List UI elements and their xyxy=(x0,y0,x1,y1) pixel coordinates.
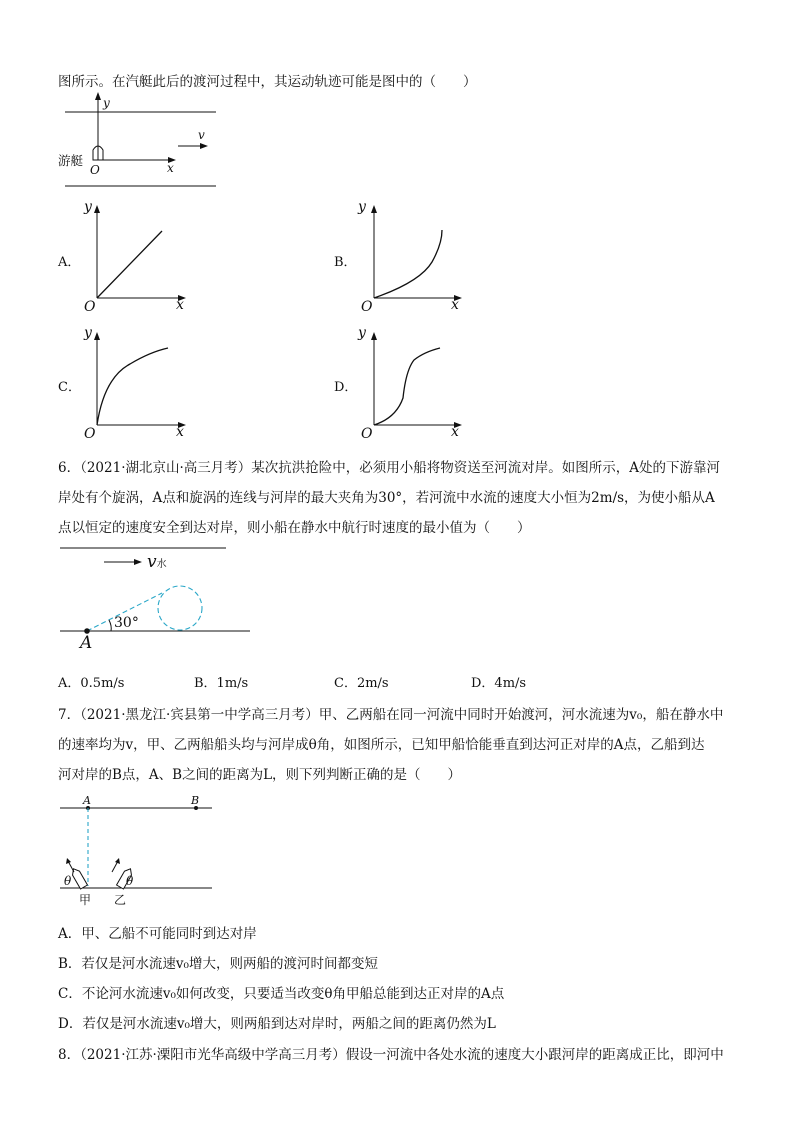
boat-origin-label: O xyxy=(90,163,100,177)
graph-d-y-label: y xyxy=(358,325,366,341)
graph-option-c-label: C． xyxy=(58,380,81,395)
boat-axis-x-label: x xyxy=(167,161,174,175)
graph-b-origin-label: O xyxy=(361,299,373,315)
q6-text-line1: 6．（2021·湖北京山·高三月考）某次抗洪抢险中，必须用小船将物资送至河流对岸。如图所示，A处的下游靠河 xyxy=(58,460,721,476)
q7-boat-jia-label: 甲 xyxy=(79,893,92,907)
q6-option-a[interactable]: A．0.5m/s xyxy=(58,676,125,691)
q7-text-line3: 河对岸的B点，A、B之间的距离为L，则下列判断正确的是（ ） xyxy=(58,767,462,783)
graph-a-y-label: y xyxy=(84,199,92,215)
q6-velocity-subscript: 水 xyxy=(156,559,167,570)
graph-c-x-label: x xyxy=(176,424,184,440)
q7-option-b[interactable]: B．若仅是河水流速v₀增大，则两船的渡河时间都变短 xyxy=(58,956,378,972)
boat-axis-y-label: y xyxy=(103,96,110,110)
q7-option-a[interactable]: A．甲、乙船不可能同时到达对岸 xyxy=(58,926,257,942)
graph-option-b-label: B． xyxy=(334,255,357,270)
q7-point-b-label: B xyxy=(191,794,200,807)
q6-option-b[interactable]: B．1m/s xyxy=(194,676,249,691)
q6-velocity-symbol: v xyxy=(147,552,157,572)
q7-option-d[interactable]: D．若仅是河水流速v₀增大，则两船到达对岸时，两船之间的距离仍然为L xyxy=(58,1016,496,1032)
q8-text-line1: 8．（2021·江苏·溧阳市光华高级中学高三月考）假设一河流中各处水流的速度大小跟河岸的距离成正比，即河中 xyxy=(58,1047,724,1063)
velocity-label: v xyxy=(198,128,205,142)
q7-theta-right-label: θ xyxy=(126,874,134,888)
graph-a-origin-label: O xyxy=(84,299,96,315)
q7-point-a-label: A xyxy=(83,794,91,807)
q7-text-line1: 7．（2021·黑龙江·宾县第一中学高三月考）甲、乙两船在同一河流中同时开始渡河，河水流速为v₀，船在静水中 xyxy=(58,707,724,723)
graph-a-x-label: x xyxy=(176,297,184,313)
graph-b-y-label: y xyxy=(358,199,366,215)
graph-option-d-label: D． xyxy=(334,380,358,395)
q6-angle-label: 30° xyxy=(114,615,139,631)
q7-option-c[interactable]: C．不论河水流速v₀如何改变，只要适当改变θ角甲船总能到达正对岸的A点 xyxy=(58,986,505,1002)
q6-point-a-label: A xyxy=(80,633,93,653)
graph-c-y-label: y xyxy=(84,325,92,341)
boat-label: 游艇 xyxy=(58,153,84,168)
q6-option-c[interactable]: C．2m/s xyxy=(334,676,389,691)
graph-option-a-label: A． xyxy=(58,255,81,270)
q6-text-line2: 岸处有个旋涡，A点和旋涡的连线与河岸的最大夹角为30°，若河流中水流的速度大小恒为2m/s，为使小船从A xyxy=(58,490,715,506)
graph-d-x-label: x xyxy=(451,424,459,440)
q6-option-d[interactable]: D．4m/s xyxy=(471,676,527,691)
q7-text-line2: 的速率均为v，甲、乙两船船头均与河岸成θ角，如图所示，已知甲船恰能垂直到达河正对岸的A点，乙船到达 xyxy=(58,737,705,753)
q7-boat-yi-label: 乙 xyxy=(114,893,127,907)
graph-d-origin-label: O xyxy=(361,426,373,442)
graph-b-x-label: x xyxy=(451,297,459,313)
q6-text-line3: 点以恒定的速度安全到达对岸，则小船在静水中航行时速度的最小值为（ ） xyxy=(58,520,531,536)
intro-text: 图所示。在汽艇此后的渡河过程中，其运动轨迹可能是图中的（ ） xyxy=(58,74,477,90)
graph-c-origin-label: O xyxy=(84,426,96,442)
q7-theta-left-label: θ xyxy=(64,874,72,888)
